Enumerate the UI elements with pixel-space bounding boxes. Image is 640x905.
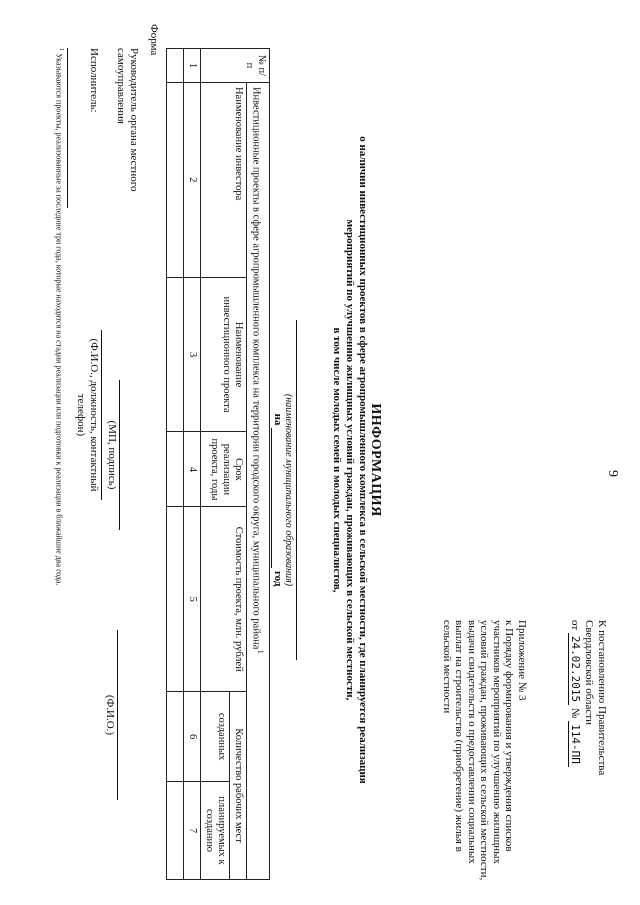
municipality-field xyxy=(283,300,307,680)
appendix-title: Приложение № 3 xyxy=(516,620,528,701)
empty-cell xyxy=(167,782,184,880)
footnote-mark: 1 xyxy=(58,48,65,52)
approval-line-1: К постановлению Правительства xyxy=(596,620,608,776)
header-term: Срок реализации проекта, годы xyxy=(201,432,247,507)
empty-cell xyxy=(167,49,184,83)
title-line-1: о наличии инвестиционных проектов в сфере агропромышленного комплекса в сельской местности, где планируется реализация xyxy=(357,136,369,784)
footnote-text: Указываются проекты, реализованные за последние три года, которые находятся на стадии реализации или подготовки к реализации в ближайшие два года. xyxy=(54,53,64,586)
table-number-row xyxy=(184,49,201,880)
table-empty-row xyxy=(167,49,184,880)
executor-caption: (Ф.И.О., должность, контактный телефон) xyxy=(75,338,100,492)
municipality-caption: (наименование муниципального образования) xyxy=(283,393,294,587)
header-jobs: Количество рабочих мест xyxy=(230,692,247,880)
table-header-row xyxy=(230,49,247,880)
header-cost: Стоимость проекта, млн. рублей xyxy=(201,507,247,692)
page-number: 9 xyxy=(605,470,620,477)
executor-line xyxy=(101,330,102,500)
empty-cell xyxy=(167,277,184,432)
head-signature-caption: (МП, подпись) xyxy=(106,420,118,490)
empty-cell xyxy=(167,432,184,507)
empty-cell xyxy=(167,507,184,692)
col-number: 3 xyxy=(184,277,201,432)
approval-date: 24.02.2015 xyxy=(568,633,582,705)
approval-line-2: Свердловской области xyxy=(583,620,595,725)
year-blank xyxy=(271,428,284,568)
municipality-underline xyxy=(296,320,307,660)
col-number: 6 xyxy=(184,692,201,782)
head-signature-line xyxy=(119,380,120,530)
year-prefix: на xyxy=(272,413,284,426)
header-group-text: Инвестиционные проекты в сфере агропромышленного комплекса на территории городского округа, муниципального района xyxy=(250,86,262,650)
col-number: 5 xyxy=(184,507,201,692)
footnote xyxy=(54,48,65,878)
year-field xyxy=(271,320,284,680)
header-created: созданных xyxy=(201,692,230,782)
table-header-group-row xyxy=(247,49,270,880)
appendix-note xyxy=(441,620,529,890)
executor-label: Исполнитель: xyxy=(88,48,100,113)
title-line-2: мероприятий по улучшению жилищных условий граждан, проживающих в сельской местности, xyxy=(344,219,356,701)
approval-stamp xyxy=(568,620,608,880)
approval-date-line xyxy=(568,620,582,880)
header-planned: планируемых к созданию xyxy=(201,782,230,880)
header-num: № п/п xyxy=(201,49,270,83)
col-number: 7 xyxy=(184,782,201,880)
col-number: 4 xyxy=(184,432,201,507)
title-line-3: в том числе молодых семей и молодых специалистов, xyxy=(331,327,343,593)
title-main: ИНФОРМАЦИЯ xyxy=(368,403,383,517)
col-number: 1 xyxy=(184,49,201,83)
number-prefix: № xyxy=(569,707,581,719)
approval-number: 114-ПП xyxy=(568,721,582,767)
empty-cell xyxy=(167,692,184,782)
header-footnote-mark: 1 xyxy=(256,649,266,654)
header-investor: Наименование инвестора xyxy=(201,82,247,277)
footnote-separator xyxy=(67,48,68,208)
year-suffix: год xyxy=(272,570,284,587)
empty-cell xyxy=(167,82,184,277)
appendix-body: к Порядку формирования и утверждения списков участников мероприятий по улучшению жилищных условий граждан, проживающих в сельской местности, выдачи свидетельств о предоставлении социальных выплат на строительство (приобретение) жилья в сельской местности xyxy=(441,620,516,881)
fio-signature-line xyxy=(117,630,118,800)
document-title xyxy=(330,60,382,860)
date-prefix: от xyxy=(569,620,581,631)
col-number: 2 xyxy=(184,82,201,277)
projects-table xyxy=(167,48,271,880)
header-group xyxy=(247,82,270,879)
form-label: Форма xyxy=(148,24,160,56)
fio-caption: (Ф.И.О.) xyxy=(104,694,116,736)
header-project: Наименование инвестиционного проекта xyxy=(201,277,247,432)
head-signature-label: Руководитель органа местного самоуправления xyxy=(115,48,140,192)
